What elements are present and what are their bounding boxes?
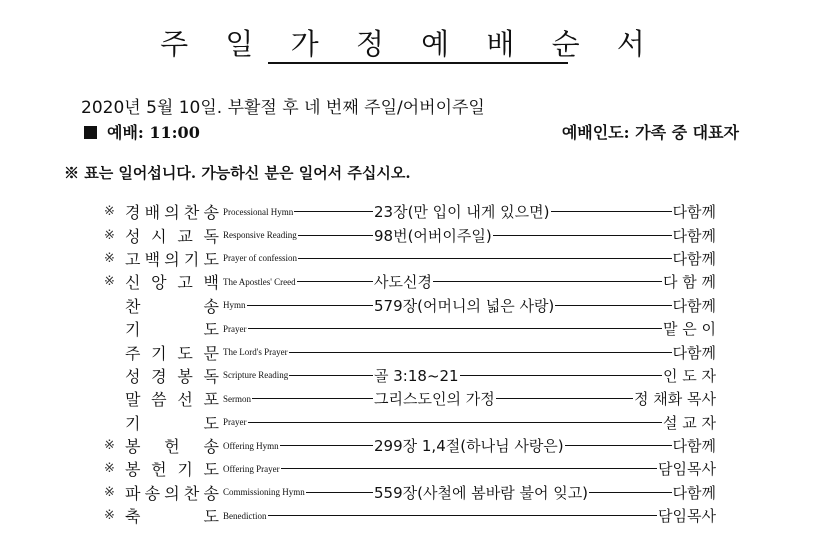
item-name-char: 고 (177, 273, 193, 293)
order-item (104, 223, 716, 246)
item-english-name: Prayer (223, 417, 247, 428)
item-name-char: 선 (177, 390, 193, 410)
standing-mark: ※ (104, 250, 115, 266)
item-english-name: The Lord's Prayer (223, 347, 288, 358)
standing-mark: ※ (104, 461, 115, 477)
item-name-char: 씀 (151, 390, 167, 410)
item-person: 다함께 (672, 343, 716, 362)
item-name-char: 백 (203, 273, 219, 293)
item-name-char: 찬 (183, 483, 200, 503)
item-name-char: 고 (125, 249, 141, 269)
item-person: 다함께 (672, 437, 716, 456)
leader-line (433, 281, 662, 282)
item-name-char: 성 (125, 366, 141, 386)
item-content: 그리스도인의 가정 (374, 390, 495, 409)
order-item (104, 457, 716, 480)
item-name (125, 270, 219, 293)
order-item (104, 340, 716, 363)
standing-mark: ※ (104, 508, 115, 524)
item-name-char: 경 (151, 366, 167, 386)
item-name-char: 송 (203, 203, 219, 223)
item-person: 담임목사 (658, 460, 716, 479)
item-person: 다 함 께 (662, 273, 716, 292)
leader-line (289, 375, 373, 376)
order-item (104, 387, 716, 410)
item-name-char: 도 (203, 249, 219, 269)
item-name-char: 헌 (164, 437, 180, 457)
title-underline (268, 62, 568, 64)
leader-line (298, 235, 373, 236)
item-name-char: 시 (151, 226, 167, 246)
order-item (104, 434, 716, 457)
leader-line (555, 305, 671, 306)
item-person: 설 교 자 (662, 413, 716, 432)
item-name-char: 독 (203, 366, 219, 386)
item-name-char: 경 (125, 203, 141, 223)
item-name-char: 송 (203, 483, 219, 503)
item-name (125, 200, 219, 223)
item-name-char: 도 (177, 343, 193, 363)
leader-line (551, 211, 672, 212)
worship-time-text: 예배: 11:00 (107, 123, 200, 142)
item-name-char: 송 (203, 296, 219, 316)
item-name (125, 294, 219, 317)
leader-line (306, 492, 373, 493)
date-line: 2020년 5월 10일. 부활절 후 네 번째 주일/어버이주일 (81, 98, 485, 118)
leader-line (248, 328, 662, 329)
item-name (125, 411, 219, 434)
item-english-name: Hymn (223, 300, 246, 311)
leader-line (493, 235, 672, 236)
item-name (125, 481, 219, 504)
order-item (104, 200, 716, 223)
item-english-name: Prayer of confession (223, 253, 297, 264)
leader-line (460, 375, 662, 376)
leader-line (496, 398, 633, 399)
leader-line (297, 281, 373, 282)
item-content: 559장(사철에 봄바람 불어 잊고) (374, 483, 589, 502)
item-name (125, 434, 219, 457)
item-name-char: 파 (125, 483, 141, 503)
leader-line (247, 305, 374, 306)
order-item (104, 504, 716, 527)
item-name-char: 의 (164, 203, 180, 223)
worship-leader: 예배인도: 가족 중 대표자 (561, 123, 739, 142)
black-square-icon (84, 126, 97, 139)
item-name (125, 247, 219, 270)
item-name (125, 504, 219, 527)
order-item (104, 411, 716, 434)
item-english-name: Prayer (223, 323, 247, 334)
item-english-name: Responsive Reading (223, 230, 297, 241)
order-item (104, 317, 716, 340)
item-name-char: 봉 (177, 366, 193, 386)
leader-line (248, 422, 662, 423)
item-english-name: Benediction (223, 510, 267, 521)
item-name-char: 기 (151, 343, 167, 363)
item-name-char: 송 (203, 437, 219, 457)
item-name-char: 도 (203, 507, 219, 527)
item-name-char: 헌 (151, 460, 167, 480)
item-content: 23장(만 입이 내게 있으면) (374, 203, 550, 222)
item-content: 98번(어버이주일) (374, 226, 492, 245)
item-name-char: 문 (203, 343, 219, 363)
order-of-service-list (104, 200, 716, 527)
item-name-char: 봉 (125, 460, 141, 480)
leader-line (298, 258, 672, 259)
item-name-char: 기 (125, 413, 141, 433)
item-name-char: 송 (144, 483, 161, 503)
item-english-name: Processional Hymn (223, 206, 294, 217)
worship-time (84, 120, 200, 143)
item-name-char: 축 (125, 507, 141, 527)
item-person: 인 도 자 (662, 366, 716, 385)
standing-mark: ※ (104, 438, 115, 454)
item-name-char: 독 (203, 226, 219, 246)
standing-mark: ※ (104, 204, 115, 220)
item-content: 299장 1,4절(하나님 사랑은) (374, 437, 564, 456)
leader-line (589, 492, 671, 493)
item-english-name: Commissioning Hymn (223, 487, 305, 498)
item-name (125, 457, 219, 480)
leader-line (289, 352, 672, 353)
item-name-char: 앙 (151, 273, 167, 293)
item-name-char: 성 (125, 226, 141, 246)
item-person: 다함께 (672, 226, 716, 245)
order-item (104, 364, 716, 387)
item-person: 다함께 (672, 249, 716, 268)
item-name-char: 찬 (125, 296, 141, 316)
item-name-char: 의 (164, 249, 180, 269)
item-name-char: 포 (203, 390, 219, 410)
document-title: 주 일 가 정 예 배 순 서 (160, 27, 659, 61)
item-english-name: The Apostles' Creed (223, 276, 296, 287)
standing-mark: ※ (104, 484, 115, 500)
item-name (125, 317, 219, 340)
item-name-char: 기 (183, 249, 200, 269)
standing-mark: ※ (104, 227, 115, 243)
item-name (125, 224, 219, 247)
item-name-char: 봉 (125, 437, 141, 457)
order-item (104, 247, 716, 270)
item-english-name: Offering Hymn (223, 440, 279, 451)
item-person: 다함께 (672, 483, 716, 502)
order-item (104, 270, 716, 293)
item-name-char: 도 (203, 320, 219, 340)
item-name-char: 배 (144, 203, 161, 223)
leader-line (565, 445, 672, 446)
item-english-name: Scripture Reading (223, 370, 289, 381)
item-name-char: 찬 (183, 203, 200, 223)
item-name-char: 신 (125, 273, 141, 293)
item-person: 맡 은 이 (662, 320, 716, 339)
item-content: 사도신경 (374, 273, 432, 292)
leader-line (281, 468, 657, 469)
item-name-char: 도 (203, 460, 219, 480)
item-name-char: 백 (144, 249, 161, 269)
item-name-char: 도 (203, 413, 219, 433)
item-name-char: 주 (125, 343, 141, 363)
item-person: 담임목사 (658, 507, 716, 526)
leader-line (280, 445, 373, 446)
item-english-name: Offering Prayer (223, 463, 280, 474)
standing-notice: ※ 표는 일어섭니다. 가능하신 분은 일어서 주십시오. (64, 164, 411, 182)
item-name (125, 341, 219, 364)
item-english-name: Sermon (223, 393, 251, 404)
leader-line (294, 211, 373, 212)
standing-mark: ※ (104, 274, 115, 290)
leader-line (268, 515, 658, 516)
order-item (104, 481, 716, 504)
item-name-char: 교 (177, 226, 193, 246)
item-person: 정 채화 목사 (634, 390, 716, 409)
item-content: 골 3:18~21 (374, 366, 459, 385)
leader-line (252, 398, 373, 399)
item-person: 다함께 (672, 203, 716, 222)
item-name-char: 기 (125, 320, 141, 340)
item-name-char: 말 (125, 390, 141, 410)
item-person: 다함께 (672, 296, 716, 315)
order-item (104, 294, 716, 317)
item-name-char: 기 (177, 460, 193, 480)
item-name (125, 364, 219, 387)
item-name-char: 의 (164, 483, 180, 503)
item-content: 579장(어머니의 넓은 사랑) (374, 296, 555, 315)
item-name (125, 387, 219, 410)
